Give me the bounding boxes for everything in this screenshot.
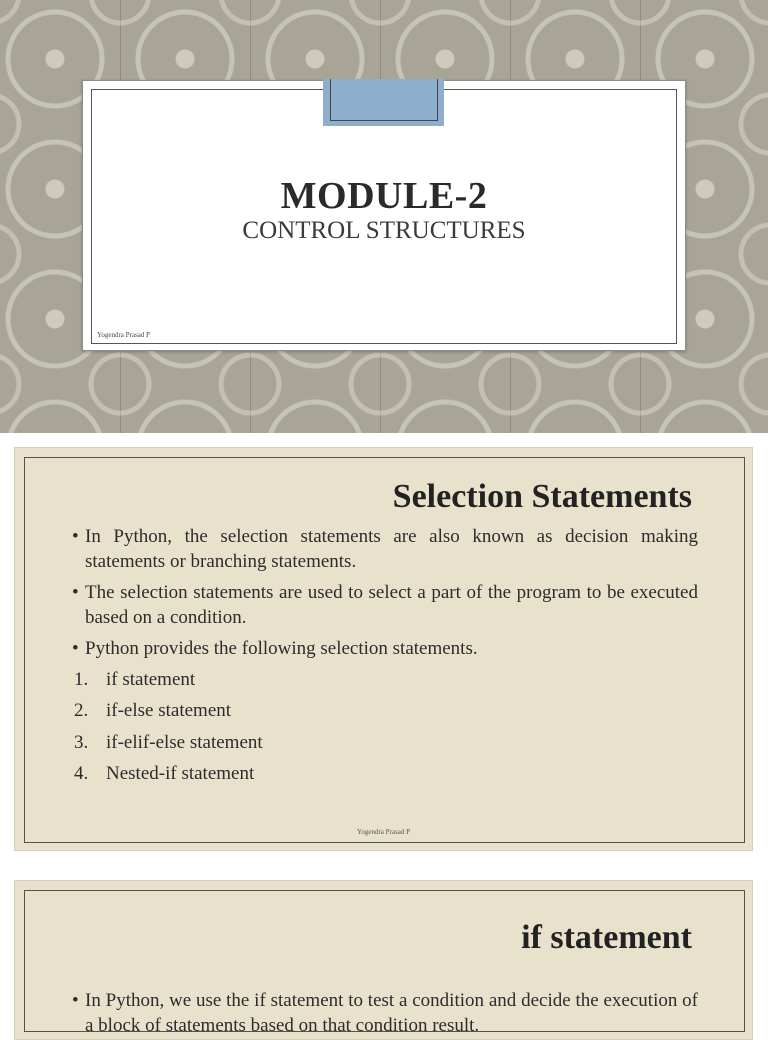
title-slide bbox=[0, 0, 768, 433]
bullet-dot: • bbox=[72, 990, 79, 1011]
bullet-item bbox=[72, 636, 698, 661]
item-number: 2. bbox=[74, 700, 89, 721]
slide-title: if statement bbox=[521, 919, 692, 956]
numbered-item bbox=[74, 667, 195, 692]
bullet-dot: • bbox=[72, 526, 79, 547]
bullet-item bbox=[72, 580, 698, 630]
if-statement-slide bbox=[14, 880, 753, 1040]
item-number: 3. bbox=[74, 732, 89, 753]
item-number: 1. bbox=[74, 669, 89, 690]
item-text: if-else statement bbox=[106, 700, 232, 721]
bullet-text: Python provides the following selection statements. bbox=[85, 638, 478, 659]
bullet-text: In Python, we use the if statement to test a condition and decide the execution of a block of statements based on that condition result. bbox=[85, 990, 698, 1036]
numbered-item bbox=[74, 730, 263, 755]
title-tab-decoration bbox=[323, 79, 444, 126]
bullet-item bbox=[72, 988, 698, 1038]
bullet-dot: • bbox=[72, 582, 79, 603]
slide-title: Selection Statements bbox=[392, 478, 692, 515]
item-text: if statement bbox=[106, 669, 196, 690]
item-number: 4. bbox=[74, 763, 89, 784]
author-label: Yogendra Prasad P bbox=[97, 331, 150, 339]
bullet-dot: • bbox=[72, 638, 79, 659]
bullet-text: In Python, the selection statements are also known as decision making statements or branching statements. bbox=[85, 526, 698, 572]
numbered-item bbox=[74, 761, 254, 786]
selection-statements-slide bbox=[14, 447, 753, 851]
bullet-item bbox=[72, 524, 698, 574]
bullet-text: The selection statements are used to select a part of the program to be executed based on a condition. bbox=[85, 582, 698, 628]
module-subtitle: CONTROL STRUCTURES bbox=[242, 217, 526, 244]
module-title: MODULE-2 bbox=[280, 175, 488, 217]
numbered-item bbox=[74, 698, 231, 723]
item-text: if-elif-else statement bbox=[106, 732, 263, 753]
footer-author: Yogendra Prasad P bbox=[357, 828, 410, 836]
item-text: Nested-if statement bbox=[106, 763, 255, 784]
